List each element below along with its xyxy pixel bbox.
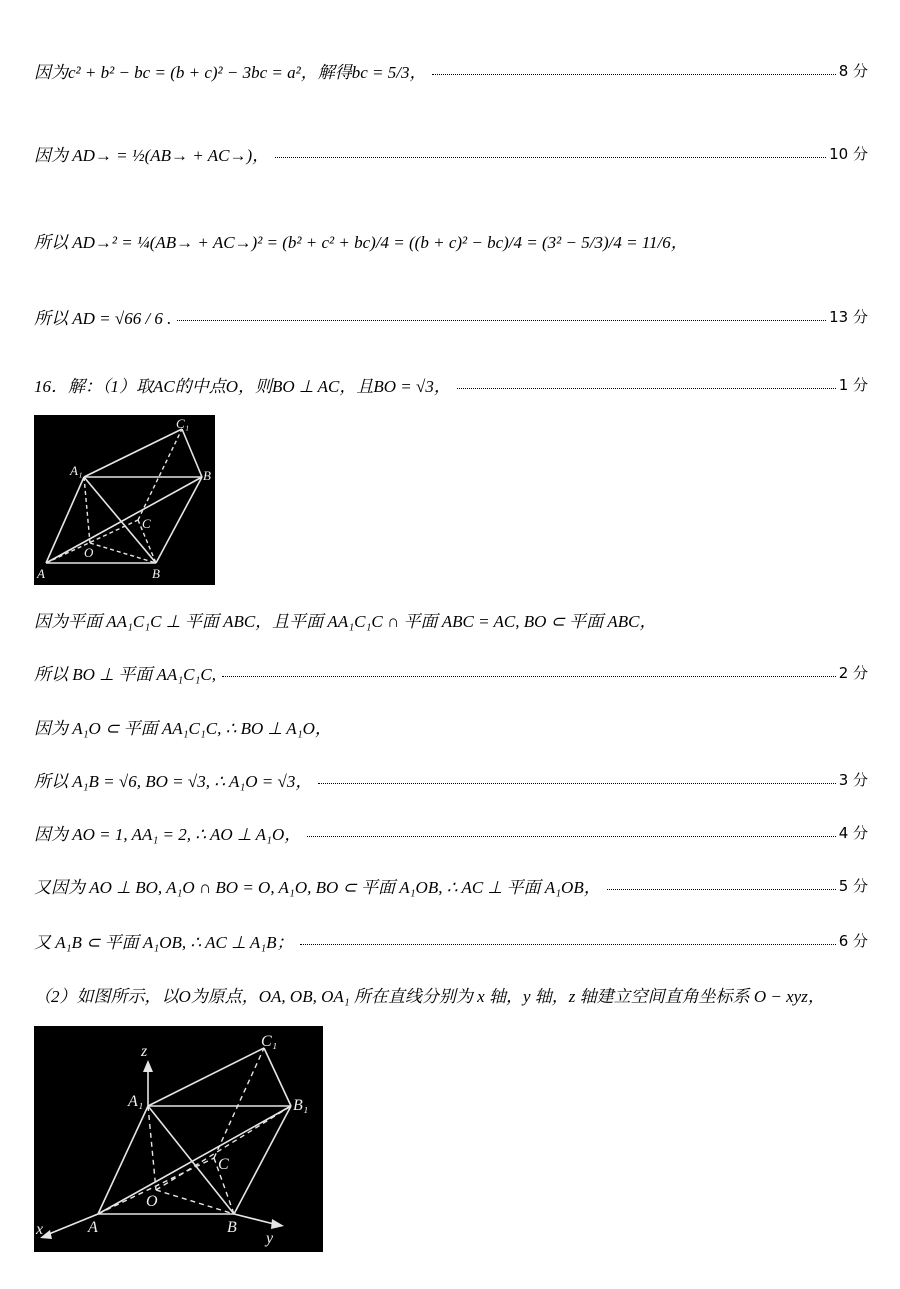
line-5pts xyxy=(34,873,868,898)
score: 13 分 xyxy=(829,308,868,326)
score: 5 分 xyxy=(838,877,868,895)
label-a: A xyxy=(37,566,45,581)
line-part2 xyxy=(34,982,868,1007)
dotted-leader xyxy=(300,944,836,945)
label-a1: A₁ xyxy=(70,463,83,478)
dotted-leader xyxy=(432,74,835,75)
score: 2 分 xyxy=(838,664,868,682)
equation: 因为c² + b² − bc = (b + c)² − 3bc = a²，解得bc = 5/3， xyxy=(34,63,427,82)
dotted-leader xyxy=(457,388,836,389)
line-10pts xyxy=(34,141,868,166)
label-c1: C₁ xyxy=(176,416,190,431)
label-c: C xyxy=(218,1156,229,1173)
line-3pts xyxy=(34,767,868,792)
equation: 因为 AO = 1, AA₁ = 2, ∴ AO ⊥ A₁O， xyxy=(34,825,302,844)
label-a: A xyxy=(88,1219,98,1236)
line-2pts xyxy=(34,660,868,685)
label-y: y xyxy=(266,1230,274,1247)
equation: 16．解：（1）取AC的中点O，则BO ⊥ AC，且BO = √3， xyxy=(34,377,451,396)
label-a1: A₁ xyxy=(128,1093,144,1110)
prism-figure-2 xyxy=(34,1026,323,1252)
score: 4 分 xyxy=(838,824,868,842)
score: 8 分 xyxy=(838,62,868,80)
line-4pts xyxy=(34,820,868,845)
dotted-leader xyxy=(607,889,836,890)
equation: （2）如图所示，以O为原点，OA, OB, OA₁ 所在直线分别为 x 轴，y 轴，z 轴建立空间直角坐标系 O − xyz， xyxy=(34,987,825,1006)
line-8pts xyxy=(34,58,868,83)
label-o: O xyxy=(84,545,94,560)
prism-diagram-2 xyxy=(34,1026,323,1252)
equation: 所以 AD→² = ¼(AB→ + AC→)² = (b² + c² + bc)/4 = ((b + c)² − bc)/4 = (3² − 5/3)/4 = 11/6， xyxy=(34,233,688,252)
line-plane-perp xyxy=(34,607,868,632)
dotted-leader xyxy=(222,676,836,677)
score: 3 分 xyxy=(838,771,868,789)
score: 1 分 xyxy=(838,376,868,394)
dotted-leader xyxy=(307,836,835,837)
line-a1o-sub xyxy=(34,714,868,739)
score: 10 分 xyxy=(829,145,868,163)
label-b1: B xyxy=(203,468,211,483)
label-b: B xyxy=(152,566,160,581)
label-o: O xyxy=(146,1193,158,1210)
equation: 因为 A₁O ⊂ 平面 AA₁C₁C, ∴ BO ⊥ A₁O， xyxy=(34,719,332,738)
dotted-leader xyxy=(275,157,826,158)
dotted-leader xyxy=(318,783,835,784)
label-c: C xyxy=(142,516,151,531)
line-13pts xyxy=(34,304,868,329)
prism-diagram-1 xyxy=(34,415,215,585)
equation: 所以 A₁B = √6, BO = √3, ∴ A₁O = √3， xyxy=(34,772,313,791)
label-b1: B₁ xyxy=(293,1097,309,1114)
equation: 又因为 AO ⊥ BO, A₁O ∩ BO = O, A₁O, BO ⊂ 平面 A₁OB, ∴ AC ⊥ 平面 A₁OB， xyxy=(34,878,601,897)
label-c1: C₁ xyxy=(261,1033,278,1050)
line-16-1pt xyxy=(34,372,868,397)
label-x: x xyxy=(36,1221,44,1238)
y-axis-arrow-icon xyxy=(271,1219,284,1229)
dotted-leader xyxy=(177,320,826,321)
prism-figure-1 xyxy=(34,415,215,585)
equation: 所以 BO ⊥ 平面 AA₁C₁C, xyxy=(34,665,216,684)
z-axis-arrow-icon xyxy=(143,1060,153,1072)
label-z: z xyxy=(141,1043,148,1060)
line-6pts xyxy=(34,928,868,953)
score: 6 分 xyxy=(838,932,868,950)
equation: 又 A₁B ⊂ 平面 A₁OB, ∴ AC ⊥ A₁B； xyxy=(34,933,294,952)
equation: 因为平面 AA₁C₁C ⊥ 平面 ABC，且平面 AA₁C₁C ∩ 平面 ABC = AC, BO ⊂ 平面 ABC， xyxy=(34,612,657,631)
line-ad-squared xyxy=(34,228,868,253)
equation: 所以 AD = √66 / 6 . xyxy=(34,309,172,328)
label-b: B xyxy=(227,1219,237,1236)
equation: 因为 AD→ = ½(AB→ + AC→)， xyxy=(34,146,270,165)
